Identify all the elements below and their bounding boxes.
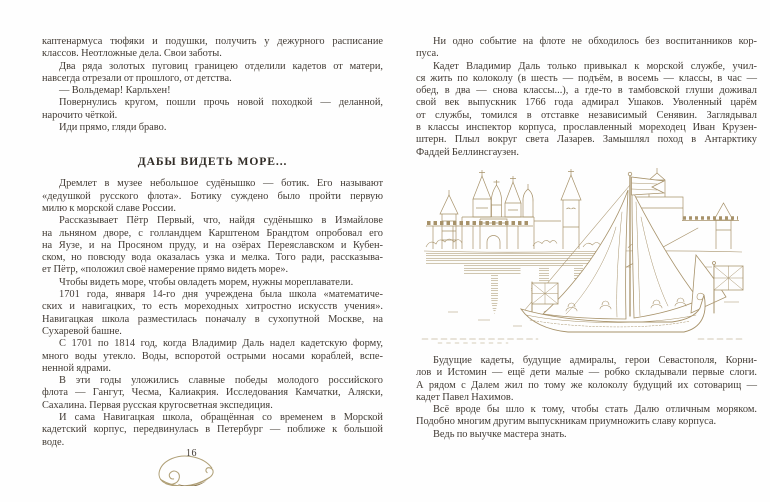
- text-line: ся жить по колоколу (в шесть — подъём, в восемь — классы, в час —: [416, 72, 757, 84]
- text-line: «дедушкой русского флота». Ботику суждено было пройти первую: [42, 190, 383, 202]
- paragraph: [416, 404, 757, 429]
- text-line: свой век выпускник 1766 года адмирал Ушаков. Уволенный царём: [416, 97, 757, 109]
- botik-illustration-drawing: [418, 167, 748, 347]
- text-line: много воды утекло. Воды, вспоротой острыми носами кораблей, вспе-: [42, 350, 383, 362]
- text-line: штерн. Плыл вокруг света Лазарев. Замышлял поход в Антарктику: [416, 134, 757, 146]
- paragraph: [42, 36, 383, 61]
- text-line: на Яузе, и на Просяном пруду, и на озёрах Переяславском и Кубен-: [42, 239, 383, 251]
- paragraph: [416, 61, 757, 159]
- text-line: каптенармуса тюфяки и подушки, получить у дежурного расписание: [42, 36, 383, 47]
- text-line: В эти годы уложились славные победы молодого российского: [59, 375, 383, 387]
- text-line: А рядом с Далем жил по тому же колоколу будущий их сотоварищ —: [416, 379, 757, 391]
- page-right: [416, 36, 757, 441]
- paragraph: [42, 289, 383, 338]
- text-line: ских и навигацких, то есть мореходных хитростно искусств учения».: [42, 301, 383, 313]
- text-line: лов и Истомин — ещё дети малые — робко складывали первые слоги.: [416, 367, 757, 379]
- text-line: воде.: [42, 436, 65, 448]
- text-line: Подобно многим другим выпускникам приумножить славу корпуса.: [416, 416, 717, 428]
- paragraph: [416, 355, 757, 404]
- text-line: Ведь по выучке мастера знать.: [433, 428, 567, 440]
- botik-illustration: [418, 167, 748, 347]
- page-left: [42, 36, 383, 459]
- text-line: Рассказывает Пётр Первый, что, найдя судёнышко в Измайлове: [59, 215, 383, 227]
- paragraph: [42, 178, 383, 215]
- text-line: Навигацкая школа разместилась поначалу в сухопутной Москве, на: [42, 313, 383, 325]
- paragraph: [42, 122, 383, 134]
- paragraph: [42, 85, 383, 97]
- kremlin-background: [424, 168, 742, 252]
- right-top-text: [416, 36, 757, 159]
- text-line: Сухаревой башне.: [42, 325, 122, 337]
- text-line: флота — Гангут, Чесма, Калиакрия. Исследования Камчатки, Аляски,: [42, 387, 383, 399]
- paragraph: [42, 97, 383, 122]
- paragraph: [416, 36, 757, 61]
- text-line: навсегда отрезали от прошлого, от детства.: [42, 72, 232, 84]
- page-number: 16: [186, 448, 197, 459]
- text-line: 1701 года, января 14-го дня учреждена была школа «математиче-: [59, 289, 383, 301]
- text-line: Всё вроде бы шло к тому, чтобы стать Далю отличным моряком.: [433, 404, 757, 416]
- text-line: кадет Павел Нахимов.: [416, 391, 514, 403]
- text-line: Фаддей Беллинсгаузен.: [416, 146, 519, 158]
- text-line: Чтобы видеть море, чтобы овладеть морем, нужны мореплаватели.: [59, 276, 354, 288]
- paragraph: [416, 429, 757, 441]
- text-line: Два ряда золотых пуговиц границею отделили кадетов от матери,: [59, 60, 383, 72]
- text-line: на льняном дворе, с голландцем Карштеном Брандтом опробовал его: [42, 227, 383, 239]
- left-body-text: [42, 178, 383, 449]
- paragraph: [42, 277, 383, 289]
- text-line: ненной ядрами.: [42, 362, 111, 374]
- text-line: И сама Навигацкая школа, обращённая со временем в Морской: [59, 412, 383, 424]
- text-line: классов. Неотложные дела. Свои заботы.: [42, 48, 222, 60]
- text-line: Ни одно событие на флоте не обходилось без воспитанников кор-: [433, 36, 757, 47]
- page-footer-ornament: [148, 448, 258, 488]
- paragraph: [42, 215, 383, 276]
- paragraph: [42, 61, 383, 86]
- text-line: обед, в два — снова классы...), а где-то в тамбовской глуши доживал: [416, 85, 757, 97]
- text-line: — Вольдемар! Карльхен!: [59, 85, 171, 97]
- text-line: нарочито чёткой.: [42, 109, 118, 121]
- paragraph: [42, 375, 383, 412]
- left-intro-text: [42, 36, 383, 134]
- text-line: кадетский корпус, передвинулась в Петербург — поближе к большой: [42, 424, 383, 436]
- text-line: С 1701 по 1814 год, когда Владимир Даль надел кадетскую форму,: [59, 338, 383, 350]
- text-line: Будущие кадеты, будущие адмиралы, герои Севастополя, Корни-: [433, 354, 757, 366]
- text-line: Повернулись кругом, пошли прочь новой походкой — деланной,: [59, 97, 383, 109]
- text-line: ет Пётр, «положил своё намерение прямо видеть море».: [42, 264, 289, 276]
- text-line: пуса.: [416, 48, 439, 60]
- text-line: милю к морской славе России.: [42, 202, 176, 214]
- text-line: Кадет Владимир Даль только привыкал к морской службе, учил-: [433, 60, 757, 72]
- chapter-heading: ДАБЫ ВИДЕТЬ МОРЕ...: [137, 155, 288, 169]
- text-line: Сахалина. Первая русская кругосветная экспедиция.: [42, 399, 273, 411]
- text-line: Иди прямо, гляди браво.: [59, 122, 167, 134]
- text-line: в классы инспектор корпуса, прославленный мореходец Иван Крузен-: [416, 122, 757, 134]
- flourish-icon: [148, 452, 216, 486]
- text-line: Дремлет в музее небольшое судёнышко — ботик. Его называют: [59, 178, 383, 190]
- text-line: ском, но повсюду вода оказалась узка и мелка. Того ради, рассказыва-: [42, 252, 383, 264]
- paragraph: [42, 412, 383, 449]
- paragraph: [42, 338, 383, 375]
- text-line: от службы, томился в отставке независимый Сенявин. Заглядывал: [416, 109, 757, 121]
- right-bottom-text: [416, 355, 757, 441]
